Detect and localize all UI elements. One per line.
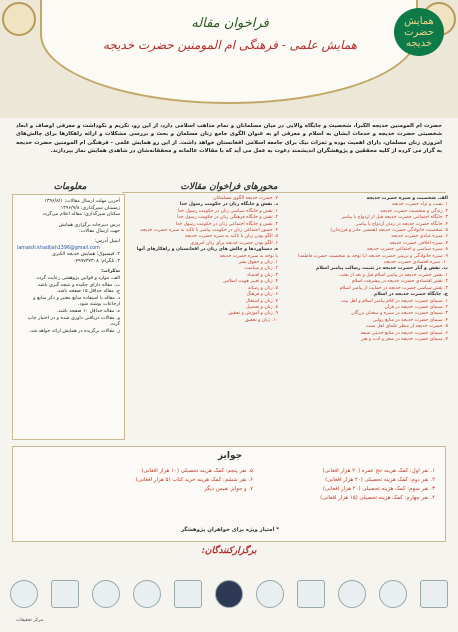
organizer-logo-9 xyxy=(338,580,366,608)
axis-item: ۶. سیره عبادی حضرت خدیجه xyxy=(391,234,448,240)
notes-title: تذکرات: xyxy=(101,269,120,275)
axis-item: ۲. سیمای حضرت خدیجه در قرآن xyxy=(384,304,448,310)
axis-item: ۱۰. زنان و تحقیق xyxy=(244,317,278,323)
organizer-logo-6 xyxy=(215,580,243,608)
notes-list xyxy=(17,276,120,335)
axis-item: ۷. حضرت خدیجه الگوی مسلمانان xyxy=(213,196,278,201)
axis-item: ۱. نقش حضرت خدیجه در پیامبر اسلام قبل و بعد از بعثت xyxy=(339,272,448,278)
organizer-logos xyxy=(10,566,448,622)
award-item: ۱. نفر اول: کمک هزینه حج عمره (۲۰ هزار افغانی) xyxy=(322,468,435,474)
organizer-logo-8 xyxy=(297,580,325,608)
conference-title: همایش علمی - فرهنگی ام المومنین حضرت خدیجه xyxy=(103,38,357,52)
organizer-logo-10 xyxy=(379,580,407,608)
axis-item: ۳. نقش و جایگاه اجتماعی زنان در حکومت رسول خدا xyxy=(175,221,278,227)
axis-item: با توجه به سیره حضرت خدیجه xyxy=(219,253,278,259)
axis-item: ۱. زنان و حقوق بشر xyxy=(238,260,278,266)
axis-item: ۶. زنان و فرهنگ xyxy=(246,292,278,298)
organizer-logo-3 xyxy=(92,580,120,608)
axis-item: ۲. زندگی و شخصیت حضرت خدیجه xyxy=(380,208,448,214)
note-item: ب. مقاله دارای چکیده و نتیجه گیری باشد. xyxy=(36,282,120,288)
organizers-heading: برگزارکنندگان: xyxy=(201,546,257,556)
info-panel xyxy=(12,194,125,440)
info-heading: معلومات xyxy=(53,182,87,192)
note-item: ج. مقاله حداقل ۱۵ صفحه باشد. xyxy=(56,289,120,295)
axis-item: ۷. زنان و اشتغال xyxy=(245,298,278,304)
note-item: الف. موارد و قوانین پژوهشی رعایت گردد. xyxy=(35,275,120,281)
axis-item: ج. جایگاه حضرت خدیجه در اسلام xyxy=(374,292,448,298)
axis-item: ۴. جایگاه حضرت خدیجه در زمان ازدواج با پیامبر xyxy=(356,221,448,227)
info-line: درس دبیرخانه برگزاری همایش xyxy=(58,222,120,228)
axis-item: ۶. الگو بودن حضرت خدیجه برای زنان امروزی xyxy=(190,240,278,246)
axis-item: ۵. الگو بودن زنان با تاکید به سیره حضرت خدیجه xyxy=(185,234,278,240)
axis-item: د. نقش و جایگاه زنان در حکومت رسول خدا xyxy=(179,202,278,208)
award-item: ۴. نفر چهارم: کمک هزینه تحصیلی (۱۵ هزار افغانی) xyxy=(320,495,435,501)
axis-item: ۹. زنان و آموزش و تحقیق xyxy=(228,311,278,317)
axis-item: ۵. شخصیت خانوادگی حضرت خدیجه (همسر، مادر و فرزندان) xyxy=(330,228,448,234)
axis-item: ۳. جایگاه اجتماعی حضرت خدیجه قبل از ازدواج با پیامبر xyxy=(341,215,448,221)
call-title: فراخوان مقاله xyxy=(191,16,269,31)
corner-ornament xyxy=(2,2,36,36)
organizer-label: مرکز تحقیقات xyxy=(16,618,44,623)
organizer-logo-1 xyxy=(10,580,38,608)
award-note: * امتیاز ویژه برای خواهران پژوهشگر xyxy=(180,527,280,533)
axes-list-right xyxy=(286,196,448,343)
axis-item: ۸. زنان و تحصیل xyxy=(246,304,278,310)
note-item: ز. مقالات برگزیده در همایش ارائه خواهد شد. xyxy=(29,328,120,334)
awards-panel xyxy=(12,446,446,542)
organizer-logo-4 xyxy=(133,580,161,608)
info-line: جهت ارسال مقالات: xyxy=(79,229,120,235)
email-link[interactable]: lamaish.khadijah1396@gmail.com xyxy=(17,245,100,251)
awards-heading: جوایز xyxy=(217,451,243,461)
note-item: و. مقالات دریافتی داوری شده و در اختیار چاپ گردد. xyxy=(27,315,120,328)
axis-item: ۳. نقش سیاسی حضرت خدیجه در حمایت از پیامبر اسلام xyxy=(339,285,448,291)
axes-heading: محورهای فراخوان مقالات xyxy=(180,182,278,192)
axes-list-left xyxy=(128,196,278,324)
organizer-logo-7 xyxy=(256,580,284,608)
award-item: ۶. نفر ششم: کمک هزینه خرید کتاب (۵ هزار افغانی) xyxy=(135,477,253,483)
axis-item: ۱. نقش و جایگاه سیاسی زنان در حکومت رسول خدا xyxy=(177,208,278,214)
axis-item: ۳. زنان و اقتصاد xyxy=(246,272,278,278)
axis-item: ۴. سیمای حضرت خدیجه در منابع روایی xyxy=(372,317,448,323)
axis-item: ۸. سیره سیاسی و اجتماعی حضرت خدیجه xyxy=(366,247,448,253)
axis-item: ب. نقش و آثار حضرت خدیجه در تثبیت رسالت پیامبر اسلام xyxy=(315,266,448,272)
organizer-logo-11 xyxy=(420,580,448,608)
organizer-logo-2 xyxy=(51,580,79,608)
note-item: ه. مقاله حداقل ۱۰ صفحه باشد. xyxy=(56,308,120,314)
awards-list-left xyxy=(53,467,253,494)
info-line: سکنان سپرگذاری: مقاله اعلام می‌گردد xyxy=(42,212,120,218)
info-line: آخرین مهلت ارسال مقالات: ۱۳۹۶/۸/۱ xyxy=(44,199,120,204)
axis-item: ۷. سیره اخلاقی حضرت خدیجه xyxy=(389,240,448,246)
divider xyxy=(122,192,446,193)
axis-item: ه. دستاوردها و چالش های زنان در افغانستان و راهکارهای آنها xyxy=(136,247,278,253)
telegram-line: ۳. تلگرام: ۰۷۹۹۷۳۷۳۰۸ xyxy=(72,258,120,264)
award-item: ۳. نفر سوم: کمک هزینه تحصیلی (۲۰ هزار افغانی) xyxy=(322,486,435,492)
axis-item: ۷. سیمای حضرت خدیجه در شعر و ادب و هنر xyxy=(361,336,448,342)
axis-item: ۴. زنان و تغییر هویت اسلامی xyxy=(222,279,278,285)
axis-item: ۲. نقش و جایگاه فرهنگی زنان در حکومت رسول خدا xyxy=(176,215,278,221)
organizer-logo-5 xyxy=(174,580,202,608)
intro-paragraph: حضرت ام المومنین خدیجه الکبرا، شخصیت و جایگاه والایی در میان مسلمانان و تمام مذاهب اسلامی دارد، از این رو، تکریم و نکوداشت و معرفی اوصاف و ابعاد شخصیتی حضرت خدیجه و خدمات ایشان به اسلام و معرفی او به عنوان الگوی جامع زنان مسلمان و بحث و بررسی مشکلات و ارائه راهکارها برای چالش‌های امروزی زنان مسلمان، دارای اهمیت بوده و ثمرات نیک برای جامعه اسلامی افغانستان خواهد داشت. از این رو همایش علمی - فرهنگی ام المومنین حضرت خدیجه به گزار می کرده از کلیه محققین و پژوهشگران اندیشمند دعوت به عمل می آید که با مقالات عالمانه و محققانه‌شان در شاهدی همایش نماز بپردازند. xyxy=(16,123,442,155)
axis-item: ۵. حضرت خدیجه از منظر علمای اهل سنت xyxy=(365,324,448,330)
award-item: ۲. نفر دوم: کمک هزینه تحصیلی (۲۰ هزار افغانی) xyxy=(325,477,435,483)
note-item: د. مقاله با استفاده منابع معتبر و ذکر منابع و ارجاعات نوشته شود. xyxy=(33,295,120,308)
axis-item: ۵. زنان و رسانه xyxy=(247,285,278,291)
axis-item: ۱. سیمای حضرت خدیجه در کلام پیامبر اسلام و اهل بیت xyxy=(341,298,448,304)
info-line: ایمیل آدرس: xyxy=(94,238,120,244)
axis-item: ۲. نقش اقتصادی حضرت خدیجه در پیشرفت اسلام xyxy=(351,279,448,285)
axis-item: ۲. زنان و سیاست xyxy=(244,266,278,272)
award-item: ۷. و جوایز نفیس دیگر xyxy=(204,486,253,492)
axis-item: الف. شخصیت و سیره حضرت خدیجه xyxy=(366,196,448,201)
info-line: زمستان سپرگذاری: ۱۳۹۶/۹/۸ xyxy=(60,205,120,211)
award-item: ۵. نفر پنجم: کمک هزینه تحصیلی (۱۰ هزار افغانی) xyxy=(141,468,253,474)
axis-item: ۶. سیمای حضرت خدیجه در منابع حدیثی شیعه xyxy=(360,330,448,336)
axis-item: ۳. سیمای حضرت خدیجه در سیره و سخنان بزرگان xyxy=(351,311,448,317)
facebook-line: ۲. فیسبوک: همایش خدیجه الکبری xyxy=(51,252,120,258)
conference-logo: همایش حضرت خدیجه xyxy=(394,8,444,56)
awards-list-right xyxy=(245,467,435,503)
axis-item: ۴. حضور اجتماعی زنان در حکومت پیامبر با تاکید به سیره حضرت خدیجه xyxy=(140,228,278,234)
axis-item: ۱۰. سیره اقتصادی حضرت خدیجه xyxy=(384,260,448,266)
axis-item: ۱. نسب و نژاد حضرت خدیجه xyxy=(391,202,448,208)
axis-item: ۹. سیره خانوادگی و تربیتی حضرت خدیجه (با توجه به شخصیت حضرت فاطمه) xyxy=(297,253,448,259)
